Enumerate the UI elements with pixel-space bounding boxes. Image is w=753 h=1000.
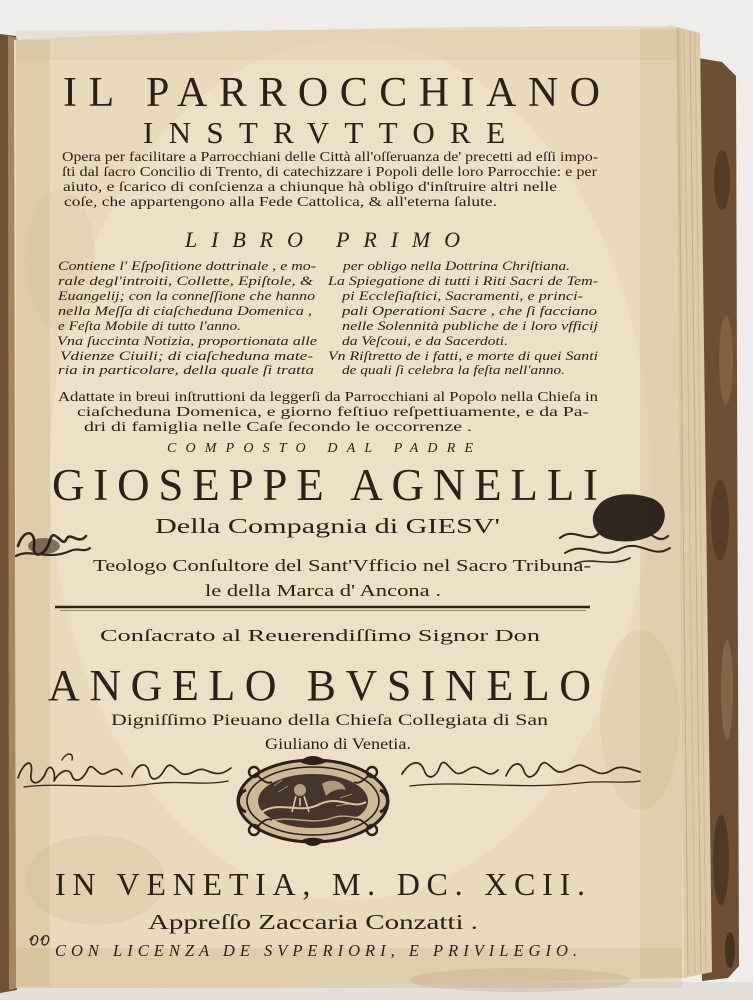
book-volume-label: LIBRO PRIMO: [185, 227, 460, 252]
dedication-intro: Conſacrato al Reuerendiſſimo Signor Don: [100, 626, 540, 645]
contents-right-line: pi Eccleſiaſtici, Sacramenti, e princi-: [340, 288, 583, 303]
dedicatee-name: ANGELO BVSINELO: [48, 661, 591, 710]
contents-right-line: nelle Solennità publiche de i loro vfficij: [342, 318, 599, 333]
author-role-line: Teologo Conſultore del Sant'Vfficio nel Sacro Tribuna-: [93, 556, 591, 575]
contents-left-line: e Feſta Mobile di tutto l'anno.: [58, 318, 241, 333]
contents-left-line: Contiene l' Eſpoſitione dottrinale , e mo-: [58, 258, 316, 273]
contents-left-line: nella Meſſa di ciaſcheduna Domenica ,: [58, 303, 312, 318]
imprint-printer: Appreſſo Zaccaria Conzatti .: [148, 910, 478, 934]
contents-right-line: per obligo nella Dottrina Chriſtiana.: [341, 258, 570, 273]
author-intro: COMPOSTO DAL PADRE: [167, 441, 473, 456]
imprint-place-date: IN VENETIA, M. DC. XCII.: [55, 866, 585, 902]
imprint-license: CON LICENZA DE SVPERIORI, E PRIVILEGIO.: [55, 941, 578, 960]
contents-right-line: Vn Riſtretto de i fatti, e morte di quei Santi: [328, 348, 599, 363]
dedicatee-title-line: Giuliano di Venetia.: [265, 736, 411, 753]
description-line: ſti dal ſacro Concilio di Trento, di catechizzare i Popoli delle loro Parrocchie: e per: [62, 164, 598, 179]
contents-left-line: Euangelij; con la conneſſione che hanno: [56, 288, 316, 303]
contents-left-line: Vna ſuccinta Notizia, proportionata alle: [57, 333, 318, 348]
contents-right-column: [327, 258, 599, 377]
book-subtitle: INSTRVTTORE: [143, 115, 505, 150]
contents-left-column: [57, 258, 317, 377]
adaptation-line: Adattate in breui inſtruttioni da leggerſi da Parrocchiani al Popolo nella Chieſa in: [58, 389, 599, 404]
contents-left-line: Vdienze Ciuili; di ciaſcheduna mate-: [60, 348, 313, 363]
author-name: GIOSEPPE AGNELLI: [52, 460, 598, 510]
description-line: Opera per facilitare a Parrocchiani delle Città all'oſſeruanza de' precetti ad eſſi impo-: [62, 149, 599, 164]
dedicatee-title-line: Digniſſimo Pieuano della Chieſa Collegiata di San: [111, 712, 549, 729]
contents-left-line: rale degl'introiti, Collette, Epiſtole, &: [58, 273, 315, 288]
author-role-line: le della Marca d' Ancona .: [205, 581, 441, 600]
description-line: coſe, che appartengono alla Fede Cattolica, & all'eterna ſalute.: [64, 194, 498, 209]
description-line: aiuto, e ſcarico di conſcienza a chiunque hà obligo d'inſtruire altri nelle: [63, 179, 557, 194]
adaptation-line: ciaſcheduna Domenica, e giorno feſtiuo reſpettiuamente, e da Pa-: [77, 404, 590, 419]
contents-right-line: pali Operationi Sacre , che ſi facciano: [340, 303, 598, 318]
contents-right-line: La Spiegatione di tutti i Riti Sacri de Tem-: [326, 273, 598, 288]
contents-right-line: da Veſcoui, e da Sacerdoti.: [342, 333, 508, 348]
author-order: Della Compagnia di GIESV': [155, 514, 500, 538]
book-title: IL PARROCCHIANO: [63, 70, 600, 116]
contents-right-line: de quali ſi celebra la feſta nell'anno.: [342, 362, 565, 377]
contents-left-line: ria in particolare, della quale ſi tratta: [58, 362, 315, 377]
adaptation-line: dri di famiglia nelle Caſe ſecondo le occorrenze .: [84, 419, 472, 434]
